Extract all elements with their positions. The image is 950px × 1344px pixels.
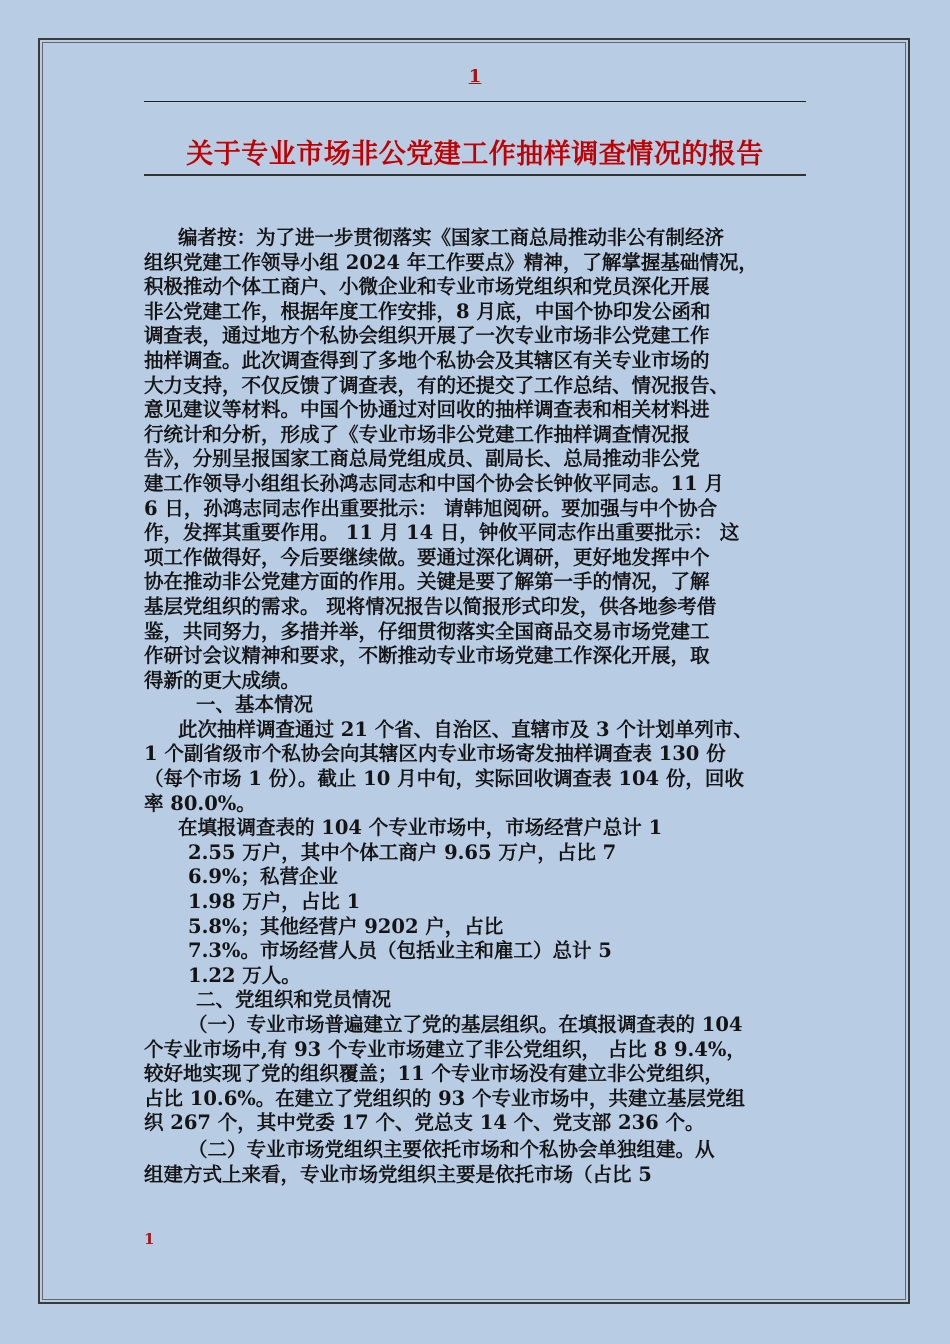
text-line: （每个市场 1 份）。截止 10 月中旬，实际回收调查表 104 份，回收	[144, 767, 744, 791]
text-line: 个专业市场中,有 93 个专业市场建立了非公党组织， 占比 8 9.4%，	[144, 1037, 746, 1061]
section-heading: 二、党组织和党员情况	[196, 988, 392, 1012]
text-line: 织 267 个，其中党委 17 个、党总支 14 个、党支部 236 个。	[144, 1111, 705, 1135]
section-heading: 一、基本情况	[196, 693, 314, 717]
text-line: 此次抽样调查通过 21 个省、自治区、直辖市及 3 个计划单列市、	[178, 717, 753, 741]
title-rule	[144, 174, 806, 176]
text-line: 7.3%。市场经营人员（包括业主和雇工）总计 5	[188, 939, 612, 963]
text-line: 意见建议等材料。中国个协通过对回收的抽样调查表和相关材料进	[144, 398, 710, 422]
text-line: 占比 10.6%。在建立了党组织的 93 个专业市场中，共建立基层党组	[144, 1086, 746, 1110]
text-line: 率 80.0%。	[144, 791, 256, 815]
text-line: 行统计和分析，形成了《专业市场非公党建工作抽样调查情况报	[144, 422, 691, 446]
text-line: 1.98 万户，占比 1	[188, 890, 361, 914]
text-line: 作研讨会议精神和要求，不断推动专业市场党建工作深化开展，取	[144, 644, 710, 668]
text-line: 基层党组织的需求。 现将情况报告以简报形式印发，供各地参考借	[144, 594, 717, 618]
text-line: 项工作做得好，今后要继续做。要通过深化调研，更好地发挥中个	[144, 545, 710, 569]
text-line: 在填报调查表的 104 个专业市场中，市场经营户总计 1	[178, 816, 663, 840]
text-line: 非公党建工作，根据年度工作安排，8 月底，中国个协印发公函和	[144, 299, 711, 323]
document-title: 关于专业市场非公党建工作抽样调查情况的报告	[186, 139, 764, 170]
text-line: 组建方式上来看，专业市场党组织主要是依托市场（占比 5	[144, 1162, 652, 1186]
text-line: （二）专业市场党组织主要依托市场和个私协会单独组建。从	[188, 1137, 715, 1161]
text-line: 5.8%；其他经营户 9202 户，占比	[188, 914, 504, 938]
text-line: 作，发挥其重要作用。 11 月 14 日，钟攸平同志作出重要批示： 这	[144, 521, 740, 545]
footer-page-number: 1	[144, 1230, 155, 1248]
text-line: 组织党建工作领导小组 2024 年工作要点》精神，了解掌握基础情况，	[144, 250, 758, 274]
text-line: 鉴，共同努力，多措并举，仔细贯彻落实全国商品交易市场党建工	[144, 619, 710, 643]
text-line: 积极推动个体工商户、小微企业和专业市场党组织和党员深化开展	[144, 275, 710, 299]
text-line: 告》，分别呈报国家工商总局党组成员、副局长、总局推动非公党	[144, 447, 700, 471]
document-body	[144, 226, 808, 1187]
text-line: 协在推动非公党建方面的作用。关键是要了解第一手的情况，了解	[144, 570, 710, 594]
text-line: 编者按：为了进一步贯彻落实《国家工商总局推动非公有制经济	[178, 226, 725, 249]
text-line: 抽样调查。此次调查得到了多地个私协会及其辖区有关专业市场的	[144, 348, 710, 372]
text-line: 得新的更大成绩。	[144, 668, 301, 692]
text-line: 2.55 万户，其中个体工商户 9.65 万户，占比 7	[188, 840, 617, 864]
header-page-number: 1	[468, 66, 482, 87]
text-line: 大力支持，不仅反馈了调查表，有的还提交了工作总结、情况报告、	[144, 373, 730, 397]
text-line: 建工作领导小组组长孙鸿志同志和中国个协会长钟攸平同志。11 月	[144, 471, 724, 495]
text-line: （一）专业市场普遍建立了党的基层组织。在填报调查表的 104	[188, 1013, 743, 1036]
text-line: 调查表，通过地方个私协会组织开展了一次专业市场非公党建工作	[144, 324, 710, 348]
text-line: 6 日，孙鸿志同志作出重要批示： 请韩旭阅研。要加强与中个协合	[144, 496, 718, 520]
text-line: 1.22 万人。	[188, 963, 301, 987]
header-rule	[144, 101, 806, 102]
text-line: 1 个副省级市个私协会向其辖区内专业市场寄发抽样调查表 130 份	[144, 742, 726, 766]
text-line: 较好地实现了党的组织覆盖；11 个专业市场没有建立非公党组织，	[144, 1062, 724, 1086]
text-line: 6.9%；私营企业	[188, 865, 338, 889]
